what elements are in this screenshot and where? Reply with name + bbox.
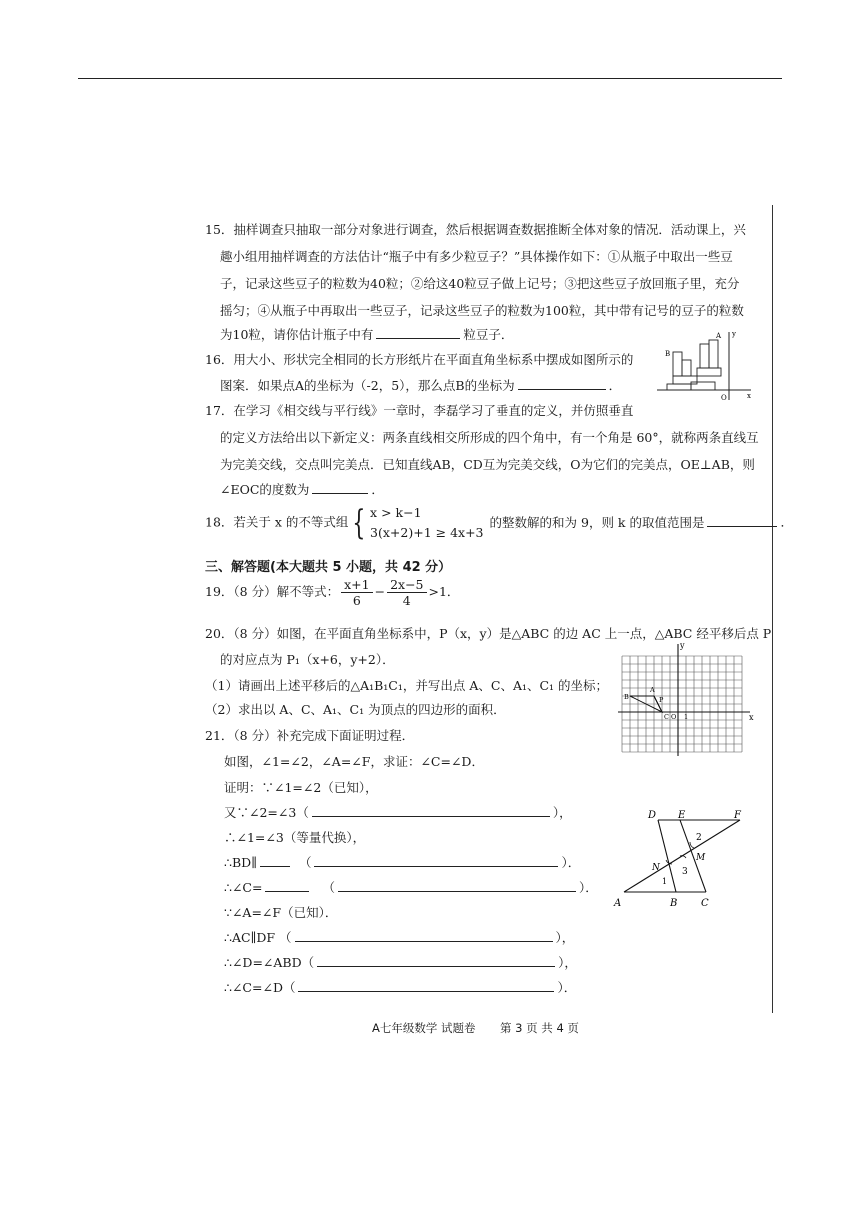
q21-given: 如图，∠1=∠2，∠A=∠F，求证：∠C=∠D． — [224, 754, 484, 769]
q21-label-angle-2: 2 — [696, 833, 702, 843]
q16-label-b: B — [665, 350, 671, 358]
q20-label-o: O — [671, 713, 677, 721]
q21-step-2-text: 又∵∠2=∠3（ — [224, 805, 309, 820]
q21-line-af — [624, 820, 740, 892]
q21-step-3: ∴∠1=∠3（等量代换）， — [224, 830, 366, 845]
top-rule — [78, 78, 782, 79]
q18 — [205, 503, 793, 543]
q19-fraction-1 — [341, 577, 372, 608]
q20-label-x: x — [749, 713, 754, 722]
q20-line-1: 20．（8 分）如图，在平面直角坐标系中，P（x，y）是△ABC 的边 AC 上一点，△ABC 经平移后点 P — [205, 626, 772, 641]
q21-step-6: ∵∠A=∠F（已知）． — [224, 905, 338, 920]
q21-blank-7[interactable] — [295, 929, 553, 942]
q20-line-2: 的对应点为 P₁（x+6，y+2）． — [220, 652, 395, 667]
q19-prefix: 19．（8 分）解不等式： — [205, 584, 340, 599]
q20-label-a: A — [650, 686, 655, 694]
q21-label-f: F — [734, 810, 741, 821]
q21-label-c: C — [701, 898, 709, 909]
q20-label-c: C — [664, 713, 669, 721]
q21-step-8-text: ∴∠D=∠ABD（ — [224, 955, 315, 970]
q21-step-9 — [224, 978, 576, 996]
q15-line-5 — [220, 325, 513, 343]
q21-blank-4b[interactable] — [314, 854, 558, 867]
q21-label-m: M — [696, 853, 706, 863]
q21-step-2-end: ）， — [552, 805, 572, 820]
q21-step-8 — [224, 953, 577, 971]
q21-step-7-text: ∴AC∥DF （ — [224, 930, 292, 945]
q19 — [205, 577, 459, 608]
q17-line-2: 的定义方法给出以下新定义：两条直线相交所形成的四个角中，有一个角是 60°，就称两条直线互 — [220, 430, 759, 445]
q18-system — [370, 503, 483, 543]
q19-minus: − — [374, 584, 386, 599]
q20-label-p: P — [659, 696, 664, 704]
q16-line-2 — [220, 376, 621, 394]
q21-label-e: E — [678, 810, 686, 821]
q21-step-4-paren: （ — [298, 855, 312, 870]
q15-line-1: 15．抽样调查只抽取一部分对象进行调查，然后根据调查数据推断全体对象的情况．活动课上，兴 — [205, 222, 746, 237]
q15-line-5-end: 粒豆子． — [463, 327, 514, 342]
q20-label-y: y — [680, 641, 685, 650]
q21-blank-9[interactable] — [298, 979, 554, 992]
q16-line-1: 16．用大小、形状完全相同的长方形纸片在平面直角坐标系中摆成如图所示的 — [205, 352, 634, 367]
q16-line-2-text: 图案．如果点A的坐标为（-2，5），那么点B的坐标为 — [220, 378, 515, 393]
q15-line-4: 摇匀；④从瓶子中再取出一些豆子，记录这些豆子的粒数为100粒，其中带有记号的豆子的粒数 — [220, 303, 744, 318]
q21-blank-5a[interactable] — [265, 879, 309, 892]
q21-step-9-text: ∴∠C=∠D（ — [224, 980, 296, 995]
q17-line-3: 为完美交线，交点叫完美点．已知直线AB，CD互为完美交线，O为它们的完美点，OE⊥AB，则 — [220, 457, 755, 472]
q18-inequality-1: x > k−1 — [370, 505, 422, 520]
q21-step-9-end: ）． — [557, 980, 577, 995]
q21-step-5-paren: （ — [322, 880, 335, 895]
q17-line-1: 17．在学习《相交线与平行线》一章时，李磊学习了垂直的定义，并仿照垂直 — [205, 403, 634, 418]
q17-line-4 — [220, 480, 384, 498]
q19-num-2: 2x−5 — [387, 577, 426, 593]
q21-step-8-end: ）， — [558, 955, 577, 970]
q16-label-o: O — [721, 394, 727, 402]
q18-inequality-2: 3(x+2)+1 ≥ 4x+3 — [370, 525, 484, 540]
q21-step-7 — [224, 928, 574, 946]
q18-suffix: 的整数解的和为 9，则 k 的取值范围是 — [489, 514, 705, 530]
q21-label-b: B — [670, 898, 678, 909]
q21-blank-5b[interactable] — [338, 879, 576, 892]
q19-num-1: x+1 — [341, 577, 372, 593]
q15-line-2: 趣小组用抽样调查的方法估计“瓶子中有多少粒豆子？”具体操作如下：①从瓶子中取出一些豆 — [220, 249, 733, 264]
q20-grid — [622, 656, 742, 752]
q21-step-4 — [224, 853, 580, 871]
q19-fraction-2 — [387, 577, 426, 608]
q15-line-3: 子，记录这些豆子的粒数为40粒；②给这40粒豆子做上记号；③把这些豆子放回瓶子里，充分 — [220, 276, 740, 291]
q16-label-x: x — [747, 392, 751, 400]
q16-label-y: y — [732, 330, 736, 338]
q21-title: 21．（8 分）补充完成下面证明过程． — [205, 728, 415, 743]
q17-line-4-text: ∠EOC的度数为 — [220, 482, 310, 497]
q21-step-2 — [224, 803, 572, 821]
q21-step-7-end: ）， — [555, 930, 575, 945]
q20-grid-figure — [618, 638, 758, 758]
q18-end: ． — [780, 514, 793, 530]
q19-den-2: 4 — [402, 593, 411, 608]
q16-answer-blank[interactable] — [518, 377, 606, 390]
q20-label-one: 1 — [684, 713, 689, 721]
q16-rectangles — [667, 340, 721, 390]
right-margin-rule — [772, 205, 773, 1013]
section-3-heading: 三、解答题(本大题共 5 小题，共 42 分） — [205, 560, 452, 575]
footer-page-number: 第 3 页 共 4 页 — [500, 1021, 579, 1035]
q18-prefix: 18．若关于 x 的不等式组 — [205, 514, 349, 530]
q15-answer-blank[interactable] — [376, 326, 460, 339]
q16-label-a: A — [716, 332, 722, 340]
q20-line-4: （2）求出以 A、C、A₁、C₁ 为顶点的四边形的面积． — [205, 702, 506, 717]
q15-line-5-text: 为10粒，请你估计瓶子中有 — [220, 327, 374, 342]
q21-step-1: 证明：∵∠1=∠2（已知）， — [224, 780, 378, 795]
q16-line-2-end: ． — [608, 378, 622, 393]
q18-answer-blank[interactable] — [707, 514, 777, 527]
footer-exam-title: A七年级数学 试题卷 — [372, 1021, 476, 1035]
q21-step-4-end: ）． — [561, 855, 581, 870]
q21-label-a: A — [614, 898, 622, 909]
q21-label-n: N — [652, 863, 660, 873]
q21-step-5-text: ∴∠C= — [224, 880, 263, 895]
q19-den-1: 6 — [352, 593, 361, 608]
q21-label-angle-1: 1 — [662, 877, 668, 886]
q21-label-angle-3: 3 — [682, 867, 688, 877]
q17-line-4-end: ． — [371, 482, 384, 497]
q21-blank-2[interactable] — [312, 804, 550, 817]
q21-angle-2-arc — [690, 842, 694, 848]
q20-line-3: （1）请画出上述平移后的△A₁B₁C₁，并写出点 A、C、A₁、C₁ 的坐标； — [205, 678, 609, 693]
q21-step-5-end: ）． — [578, 880, 598, 895]
q19-suffix: >1． — [428, 584, 460, 599]
q21-blank-4a[interactable] — [260, 854, 290, 867]
q21-step-5 — [224, 878, 598, 896]
q16-figure — [655, 330, 755, 402]
q21-figure — [610, 810, 760, 912]
q21-step-4-text: ∴BD∥ — [224, 855, 257, 870]
q21-blank-8[interactable] — [317, 954, 555, 967]
q17-answer-blank[interactable] — [312, 481, 368, 494]
q21-label-d: D — [648, 810, 657, 821]
q18-brace: { — [352, 503, 366, 543]
q20-label-b: B — [624, 693, 629, 701]
